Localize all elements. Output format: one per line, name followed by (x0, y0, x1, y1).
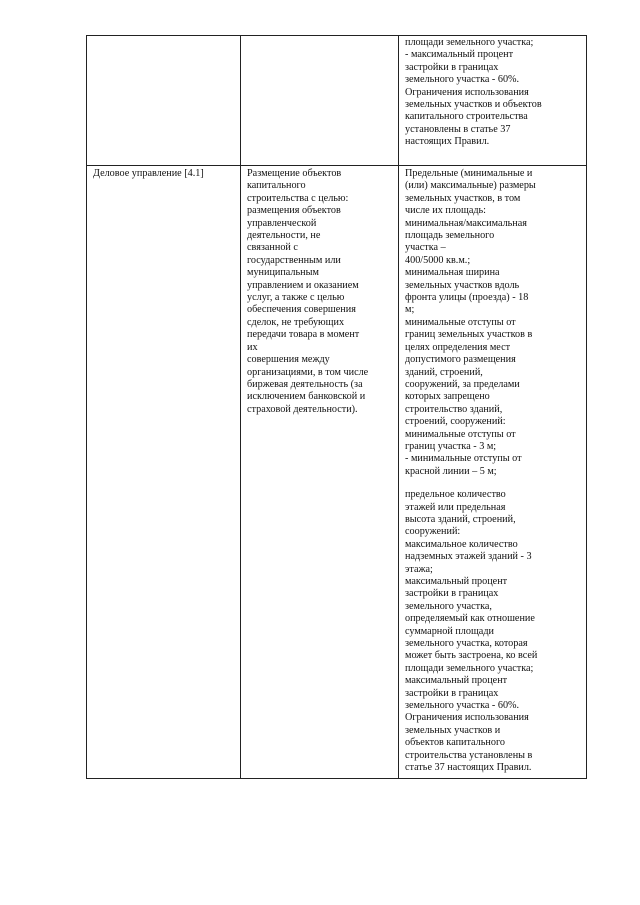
text-line: земельных участков и (405, 724, 501, 736)
text-line: государственным или (247, 254, 341, 266)
text-line: 400/5000 кв.м.; (405, 254, 471, 266)
text-line: фронта улицы (проезда) - 18 (405, 292, 529, 304)
text-line: обеспечения совершения (247, 304, 356, 316)
text-line: биржевая деятельность (за (247, 378, 363, 390)
text-line: земельных участков, в том (405, 192, 521, 204)
text-line: земельных участков и объектов (405, 99, 542, 111)
text-line: допустимого размещения (405, 354, 516, 366)
text-line: красной линии – 5 м; (405, 465, 497, 477)
text-line: надземных этажей зданий - 3 (405, 551, 532, 563)
text-line: размещения объектов (247, 205, 341, 217)
parameters-cell (399, 36, 587, 166)
use-type-cell (87, 36, 241, 166)
text-line: границ участка - 3 м; (405, 440, 497, 452)
text-line: земельного участка - 60%. (405, 700, 520, 712)
text-line: застройки в границах (405, 687, 499, 699)
text-line: - минимальные отступы от (405, 453, 522, 465)
text-line: минимальная ширина (405, 267, 500, 279)
text-line: минимальные отступы от (405, 428, 516, 440)
text-line: сооружений: (405, 526, 461, 538)
text-line: максимальный процент (405, 675, 508, 687)
text-line: капитального (247, 180, 306, 192)
text-line: услуг, а также с целью (247, 292, 345, 304)
table-row (87, 166, 587, 779)
text-line: - максимальный процент (405, 49, 514, 61)
text-line: организациями, в том числе (247, 366, 369, 378)
text-line: страховой деятельности). (247, 403, 358, 415)
use-description-cell (241, 36, 399, 166)
text-line: может быть застроена, ко всей (405, 650, 538, 662)
text-line: Размещение объектов (247, 168, 342, 179)
text-line: Ограничения использования (405, 86, 529, 98)
text-line: Ограничения использования (405, 712, 529, 724)
text-line: управлением и оказанием (247, 279, 359, 291)
text-line: статье 37 настоящих Правил. (405, 762, 532, 774)
text-line: Предельные (минимальные и (405, 168, 533, 179)
text-line: числе их площадь: (405, 205, 486, 217)
text-line: этажей или предельная (405, 501, 506, 513)
text-line: застройки в границах (405, 588, 499, 600)
text-line: объектов капитального (405, 737, 505, 749)
text-line: строительства установлены в (405, 749, 533, 761)
text-line: муниципальным (247, 267, 319, 279)
text-line: этажа; (405, 563, 433, 575)
text-line: строительство зданий, (405, 403, 503, 415)
text-line: исключением банковской и (247, 391, 366, 403)
text-line: настоящих Правил. (405, 136, 490, 148)
text-line: установлены в статье 37 (405, 123, 511, 135)
text-line: их (247, 341, 258, 353)
text-line: сделок, не требующих (247, 316, 345, 328)
use-description-text (241, 166, 398, 417)
text-line: сооружений, за пределами (405, 378, 520, 390)
text-line: м; (405, 304, 415, 316)
text-line: земельных участков вдоль (405, 279, 520, 291)
text-line: которых запрещено (405, 391, 490, 403)
text-line: минимальные отступы от (405, 316, 516, 328)
text-line: высота зданий, строений, (405, 513, 516, 525)
parameters-cell (399, 166, 587, 779)
text-line: земельного участка - 60%. (405, 74, 520, 86)
text-line: целях определения мест (405, 341, 511, 353)
text-line: определяемый как отношение (405, 613, 535, 625)
text-line: максимальный процент (405, 576, 508, 587)
text-line: площадь земельного (405, 230, 495, 242)
parameters-text (399, 166, 586, 778)
use-type-cell (87, 166, 241, 779)
text-line: земельного участка, (405, 600, 492, 612)
text-line: площади земельного участка; (405, 662, 534, 674)
text-line: связанной с (247, 242, 298, 254)
text-line: застройки в границах (405, 61, 499, 73)
text-line: совершения между (247, 354, 330, 366)
use-type-name: Деловое управление [4.1] (93, 168, 204, 179)
text-line: строительства с целью: (247, 192, 349, 204)
text-line: зданий, строений, (405, 366, 483, 378)
text-line (405, 478, 580, 489)
text-line: передачи товара в момент (247, 329, 360, 341)
table-row (87, 36, 587, 166)
text-line: строений, сооружений: (405, 416, 506, 428)
text-line: капитального строительства (405, 111, 528, 123)
text-line: минимальная/максимальная (405, 217, 527, 229)
text-line: максимальное количество (405, 538, 518, 550)
text-line: (или) максимальные) размеры (405, 180, 536, 192)
text-line: управленческой (247, 217, 317, 229)
zoning-rules-table (86, 35, 587, 779)
parameters-text (399, 36, 586, 150)
text-line: деятельности, не (247, 230, 321, 242)
text-line: площади земельного участка; (405, 37, 534, 48)
use-description-cell (241, 166, 399, 779)
text-line: земельного участка, которая (405, 638, 528, 650)
text-line: суммарной площади (405, 625, 494, 637)
text-line: участка – (405, 242, 446, 254)
text-line: предельное количество (405, 489, 506, 501)
text-line: границ земельных участков в (405, 329, 533, 341)
